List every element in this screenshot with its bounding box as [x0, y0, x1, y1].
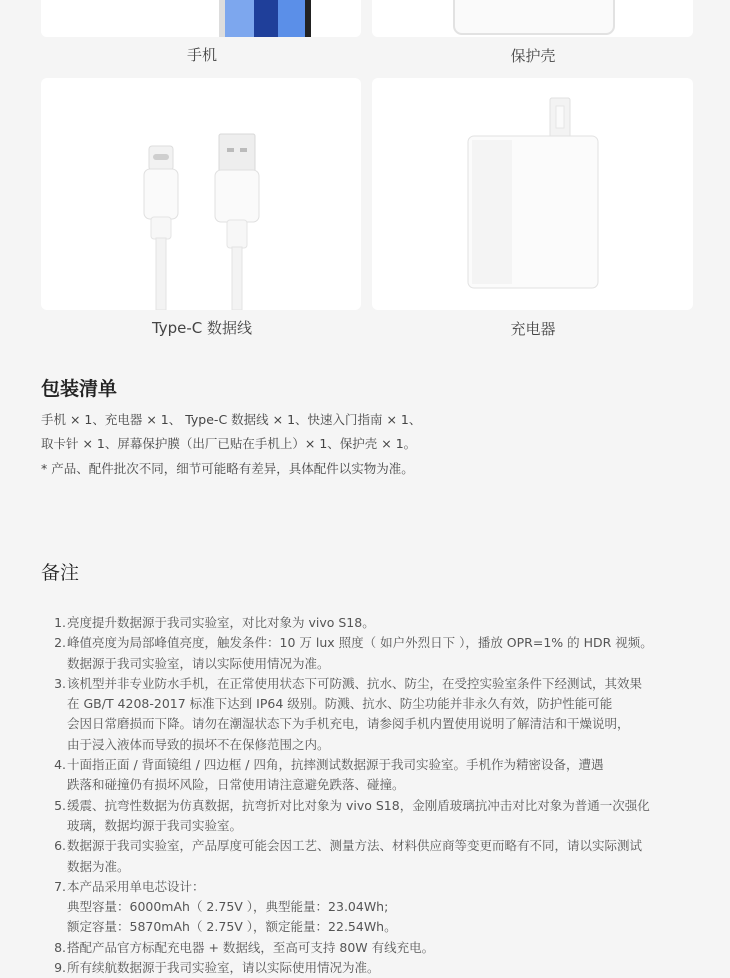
package-line: 取卡针 × 1、屏幕保护膜（出厂已贴在手机上）× 1、保护壳 × 1。	[41, 436, 417, 451]
note-line: 额定容量：5870mAh（ 2.75V ），额定能量：22.54Wh。	[67, 919, 397, 935]
case-image	[372, 0, 693, 37]
note-line: 十面指正面 / 背面镜组 / 四边框 / 四角，抗摔测试数据源于我司实验室。手机作为精密设备，遭遇	[67, 757, 604, 773]
note-line: 典型容量：6000mAh（ 2.75V ），典型能量：23.04Wh;	[67, 899, 389, 915]
note-line: 亮度提升数据源于我司实验室，对比对象为 vivo S18。	[67, 615, 375, 630]
note-item	[0, 836, 730, 877]
type-c-cable-image	[41, 78, 361, 310]
note-number: 5.	[54, 797, 66, 813]
package-disclaimer: * 产品、配件批次不同，细节可能略有差异，具体配件以实物为准。	[41, 461, 414, 476]
note-item	[0, 674, 730, 755]
case-image-card	[372, 0, 693, 37]
note-line: 本产品采用单电芯设计：	[67, 878, 205, 894]
note-number: 2.	[54, 635, 66, 651]
package-title: 包装清单	[41, 378, 118, 400]
cable-image-card	[41, 78, 361, 310]
note-line: 在 GB/T 4208-2017 标准下达到 IP64 级别。防溅、抗水、防尘功能并非永久有效，防护性能可能	[67, 696, 613, 712]
note-number: 6.	[54, 838, 66, 854]
note-item	[0, 613, 730, 633]
note-line: 玻璃，数据均源于我司实验室。	[67, 817, 243, 833]
note-line: 所有续航数据源于我司实验室，请以实际使用情况为准。	[67, 960, 380, 976]
note-line: 跌落和碰撞仍有损坏风险，日常使用请注意避免跌落、碰撞。	[67, 777, 405, 793]
note-line: 缓震、抗弯性数据为仿真数据，抗弯折对比对象为 vivo S18，金刚盾玻璃抗冲击对比对象为普通一次强化	[67, 797, 650, 813]
notes-title: 备注	[41, 562, 80, 584]
phone-image-card	[41, 0, 361, 37]
package-line: 手机 × 1、充电器 × 1、 Type-C 数据线 × 1、快速入门指南 × 1、	[41, 412, 422, 427]
note-line: 该机型并非专业防水手机，在正常使用状态下可防溅、抗水、防尘，在受控实验室条件下经测试，其效果	[67, 675, 643, 691]
note-line: 数据为准。	[67, 858, 130, 874]
note-number: 1.	[54, 615, 66, 630]
note-item	[0, 755, 730, 796]
cable-caption: Type-C 数据线	[151, 319, 253, 337]
note-number: 9.	[54, 960, 66, 976]
charger-image-card	[372, 78, 693, 310]
note-item	[0, 938, 730, 958]
charger-caption: 充电器	[510, 320, 556, 338]
note-line: 数据源于我司实验室，产品厚度可能会因工艺、测量方法、材料供应商等变更而略有不同，请以实际测试	[67, 838, 643, 854]
charger-image	[372, 78, 693, 310]
note-item	[0, 796, 730, 837]
note-number: 4.	[54, 757, 66, 773]
note-number: 8.	[54, 939, 66, 955]
note-line: 数据源于我司实验室，请以实际使用情况为准。	[67, 655, 330, 671]
note-item	[0, 633, 730, 674]
note-line: 搭配产品官方标配充电器 + 数据线，至高可支持 80W 有线充电。	[67, 939, 435, 955]
phone-image	[41, 0, 361, 37]
phone-caption: 手机	[186, 46, 217, 64]
note-item	[0, 958, 730, 978]
note-number: 3.	[54, 675, 66, 691]
note-line: 会因日常磨损而下降。请勿在潮湿状态下为手机充电，请参阅手机内置使用说明了解清洁和干燥说明，	[67, 716, 630, 732]
notes-list	[0, 613, 730, 978]
case-caption: 保护壳	[510, 47, 556, 65]
note-item	[0, 877, 730, 938]
note-number: 7.	[54, 878, 66, 894]
note-line: 由于浸入液体而导致的损坏不在保修范围之内。	[67, 736, 330, 752]
note-line: 峰值亮度为局部峰值亮度，触发条件：10 万 lux 照度（ 如户外烈日下 ），播放 OPR=1% 的 HDR 视频。	[67, 635, 653, 651]
